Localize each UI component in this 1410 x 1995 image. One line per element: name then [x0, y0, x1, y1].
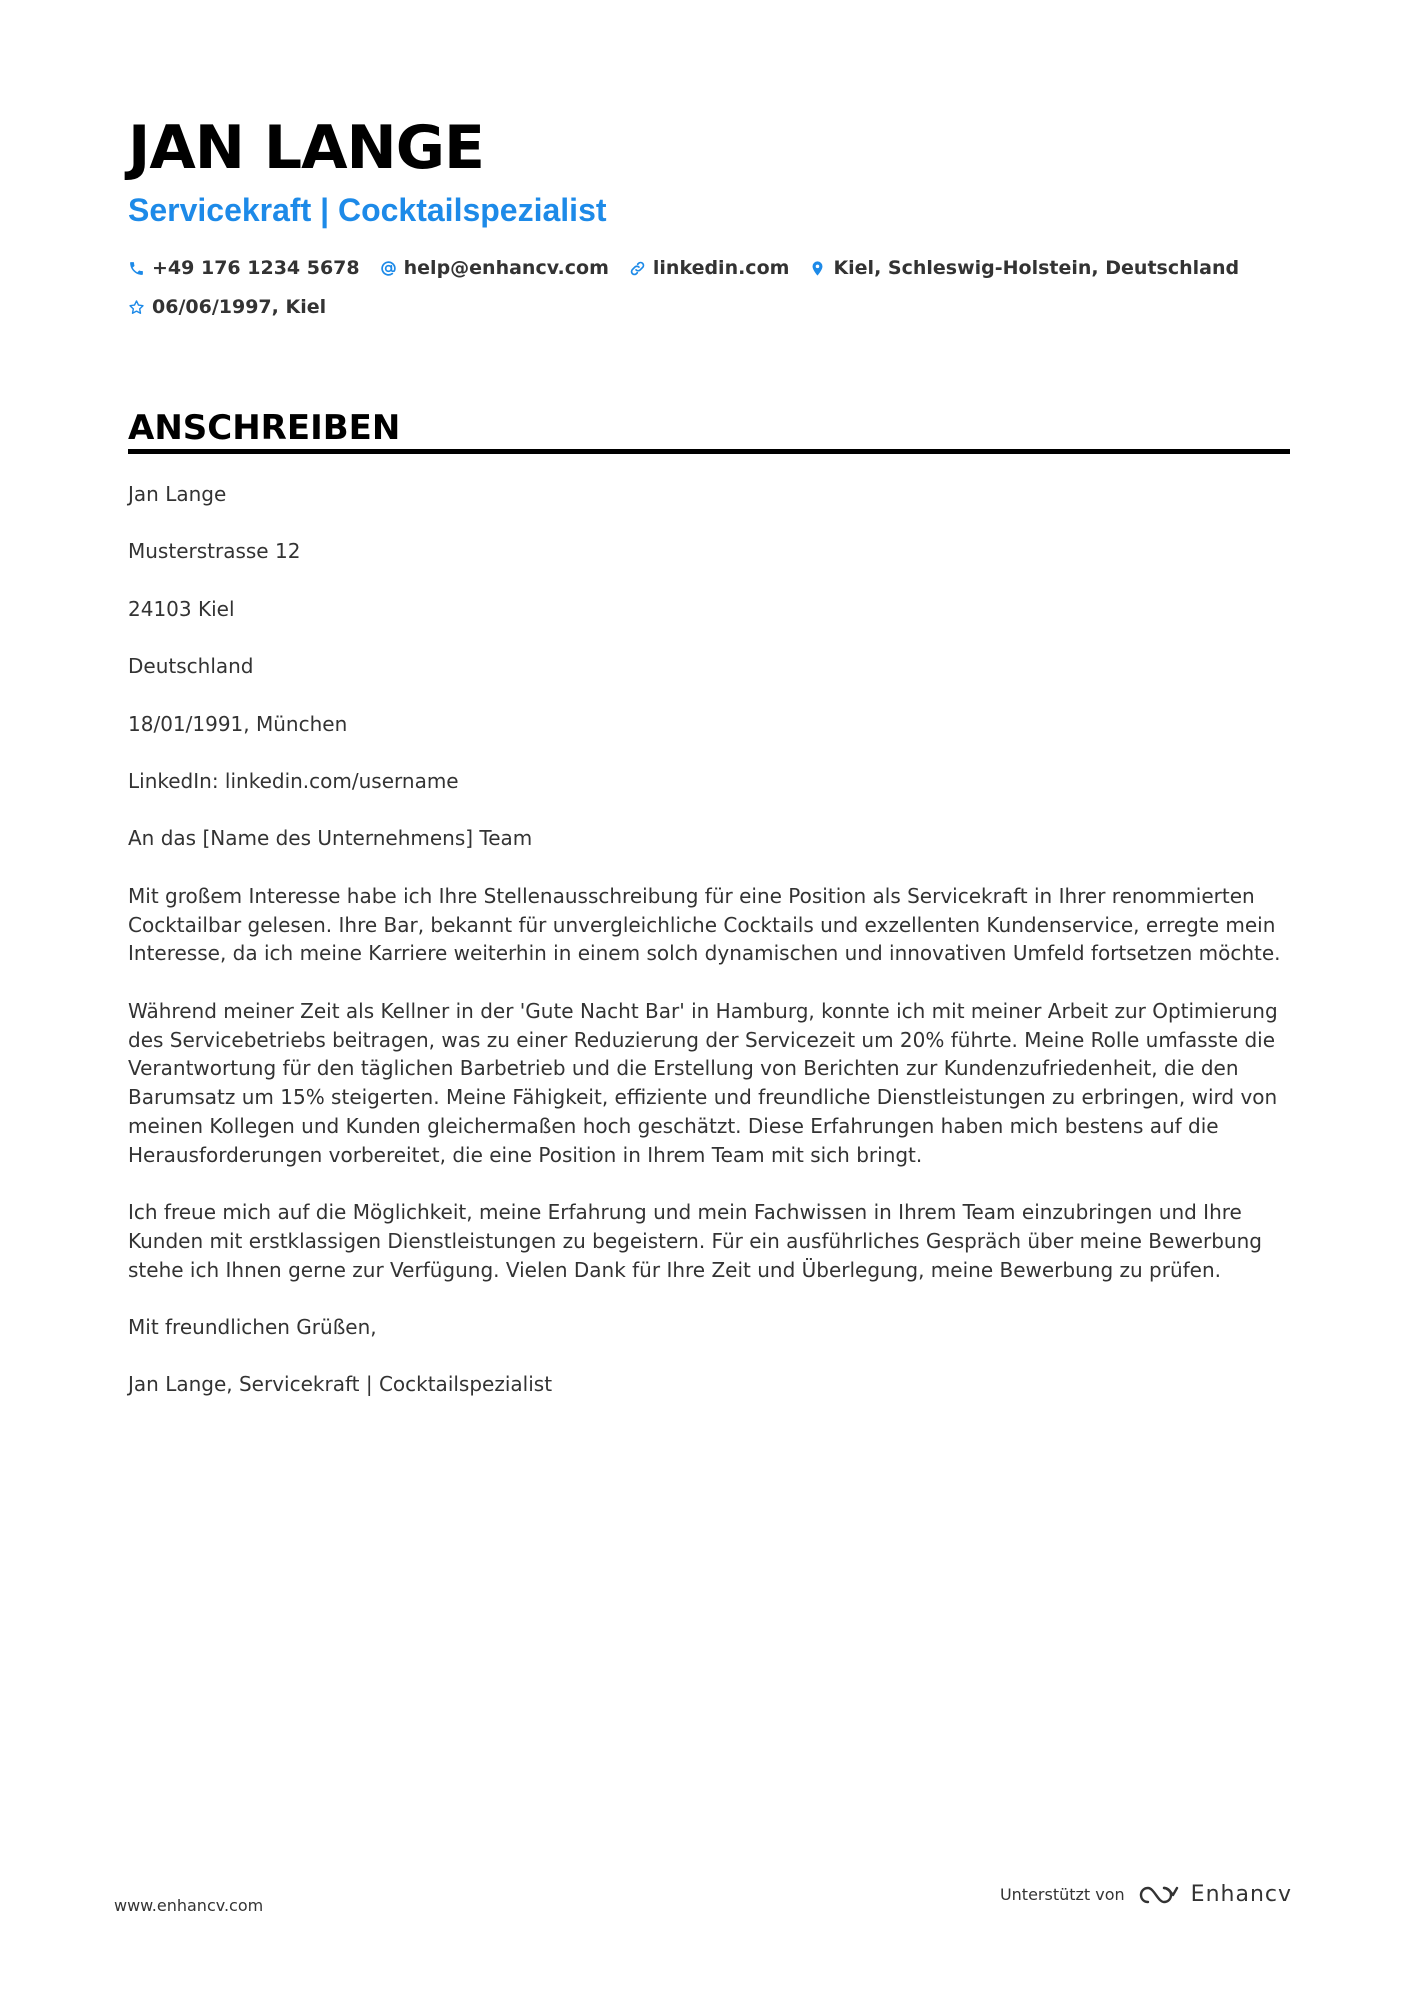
contact-location: [809, 257, 1239, 279]
section-title: ANSCHREIBEN: [128, 408, 401, 448]
candidate-title: Servicekraft | Cocktailspezialist: [128, 192, 607, 228]
brand-name: Enhancv: [1190, 1882, 1292, 1907]
contact-linkedin-text: linkedin.com: [652, 257, 790, 279]
location-pin-icon: [809, 260, 826, 277]
paragraph-3: Ich freue mich auf die Möglichkeit, meine Erfahrung und mein Fachwissen in Ihrem Team einzubringen und Ihre Kunden mit erstklassigen Dienstleistungen zu begeistern. Für ein ausführliches Gespräch über meine Bewerbung stehe ich Ihnen gerne zur Verfügung. Vielen Dank für Ihre Zeit und Überlegung, meine Bewerbung zu prüfen.: [128, 1200, 1262, 1282]
contact-birth: [128, 296, 326, 318]
sender-street: Musterstrasse 12: [128, 539, 301, 564]
contact-email[interactable]: [380, 257, 609, 279]
link-icon: [629, 260, 646, 277]
section-divider: [128, 449, 1290, 454]
cover-letter-body: [128, 480, 1290, 1428]
signature: Jan Lange, Servicekraft | Cocktailspezialist: [128, 1372, 553, 1397]
footer-website[interactable]: www.enhancv.com: [114, 1896, 264, 1915]
sender-name: Jan Lange: [128, 482, 227, 506]
paragraph-2: Während meiner Zeit als Kellner in der 'Gute Nacht Bar' in Hamburg, konnte ich mit meiner Arbeit zur Optimierung des Servicebetriebs beitragen, was zu einer Reduzierung der Servicezeit um 20% führte. Meine Rolle umfasste die Verantwortung für den täglichen Barbetrieb und die Erstellung von Berichten zur Kundenzufriedenheit, die den Barumsatz um 15% steigerten. Meine Fähigkeit, effiziente und freundliche Dienstleistungen zu erbringen, wird von meinen Kollegen und Kunden gleichermaßen hoch geschätzt. Diese Erfahrungen haben mich bestens auf die Herausforderungen vorbereitet, die eine Position in Ihrem Team mit sich bringt.: [128, 998, 1278, 1167]
contact-phone[interactable]: [128, 257, 360, 279]
salutation: An das [Name des Unternehmens] Team: [128, 826, 533, 851]
sender-linkedin: LinkedIn: linkedin.com/username: [128, 768, 459, 793]
star-icon: [128, 299, 145, 316]
contact-info: [128, 253, 1290, 331]
paragraph-1: Mit großem Interesse habe ich Ihre Stellenausschreibung für eine Position als Servicekraft in Ihrer renommierten Cocktailbar gelesen. Ihre Bar, bekannt für unvergleichliche Cocktails und exzellenten Kundenservice, erregte mein Interesse, da ich meine Karriere weiterhin in einem solch dynamischen und innovativen Umfeld fortsetzen möchte.: [128, 883, 1281, 966]
enhancv-logo-icon: [1137, 1883, 1181, 1907]
phone-icon: [128, 260, 145, 277]
footer-branding: [1000, 1882, 1292, 1907]
contact-row-1: [128, 253, 1290, 283]
contact-linkedin[interactable]: [629, 257, 790, 279]
at-icon: [380, 260, 397, 277]
contact-location-text: Kiel, Schleswig-Holstein, Deutschland: [833, 257, 1240, 279]
sender-country: Deutschland: [128, 654, 254, 679]
sender-birth: 18/01/1991, München: [128, 711, 348, 736]
contact-email-text: help@enhancv.com: [403, 257, 609, 279]
contact-phone-text: +49 176 1234 5678: [152, 257, 360, 279]
candidate-name: JAN LANGE: [128, 113, 484, 183]
sender-city: 24103 Kiel: [128, 596, 235, 621]
closing: Mit freundlichen Grüßen,: [128, 1315, 377, 1340]
powered-by-label: Unterstützt von: [999, 1885, 1125, 1904]
contact-row-2: [128, 292, 1290, 322]
contact-birth-text: 06/06/1997, Kiel: [152, 296, 327, 318]
